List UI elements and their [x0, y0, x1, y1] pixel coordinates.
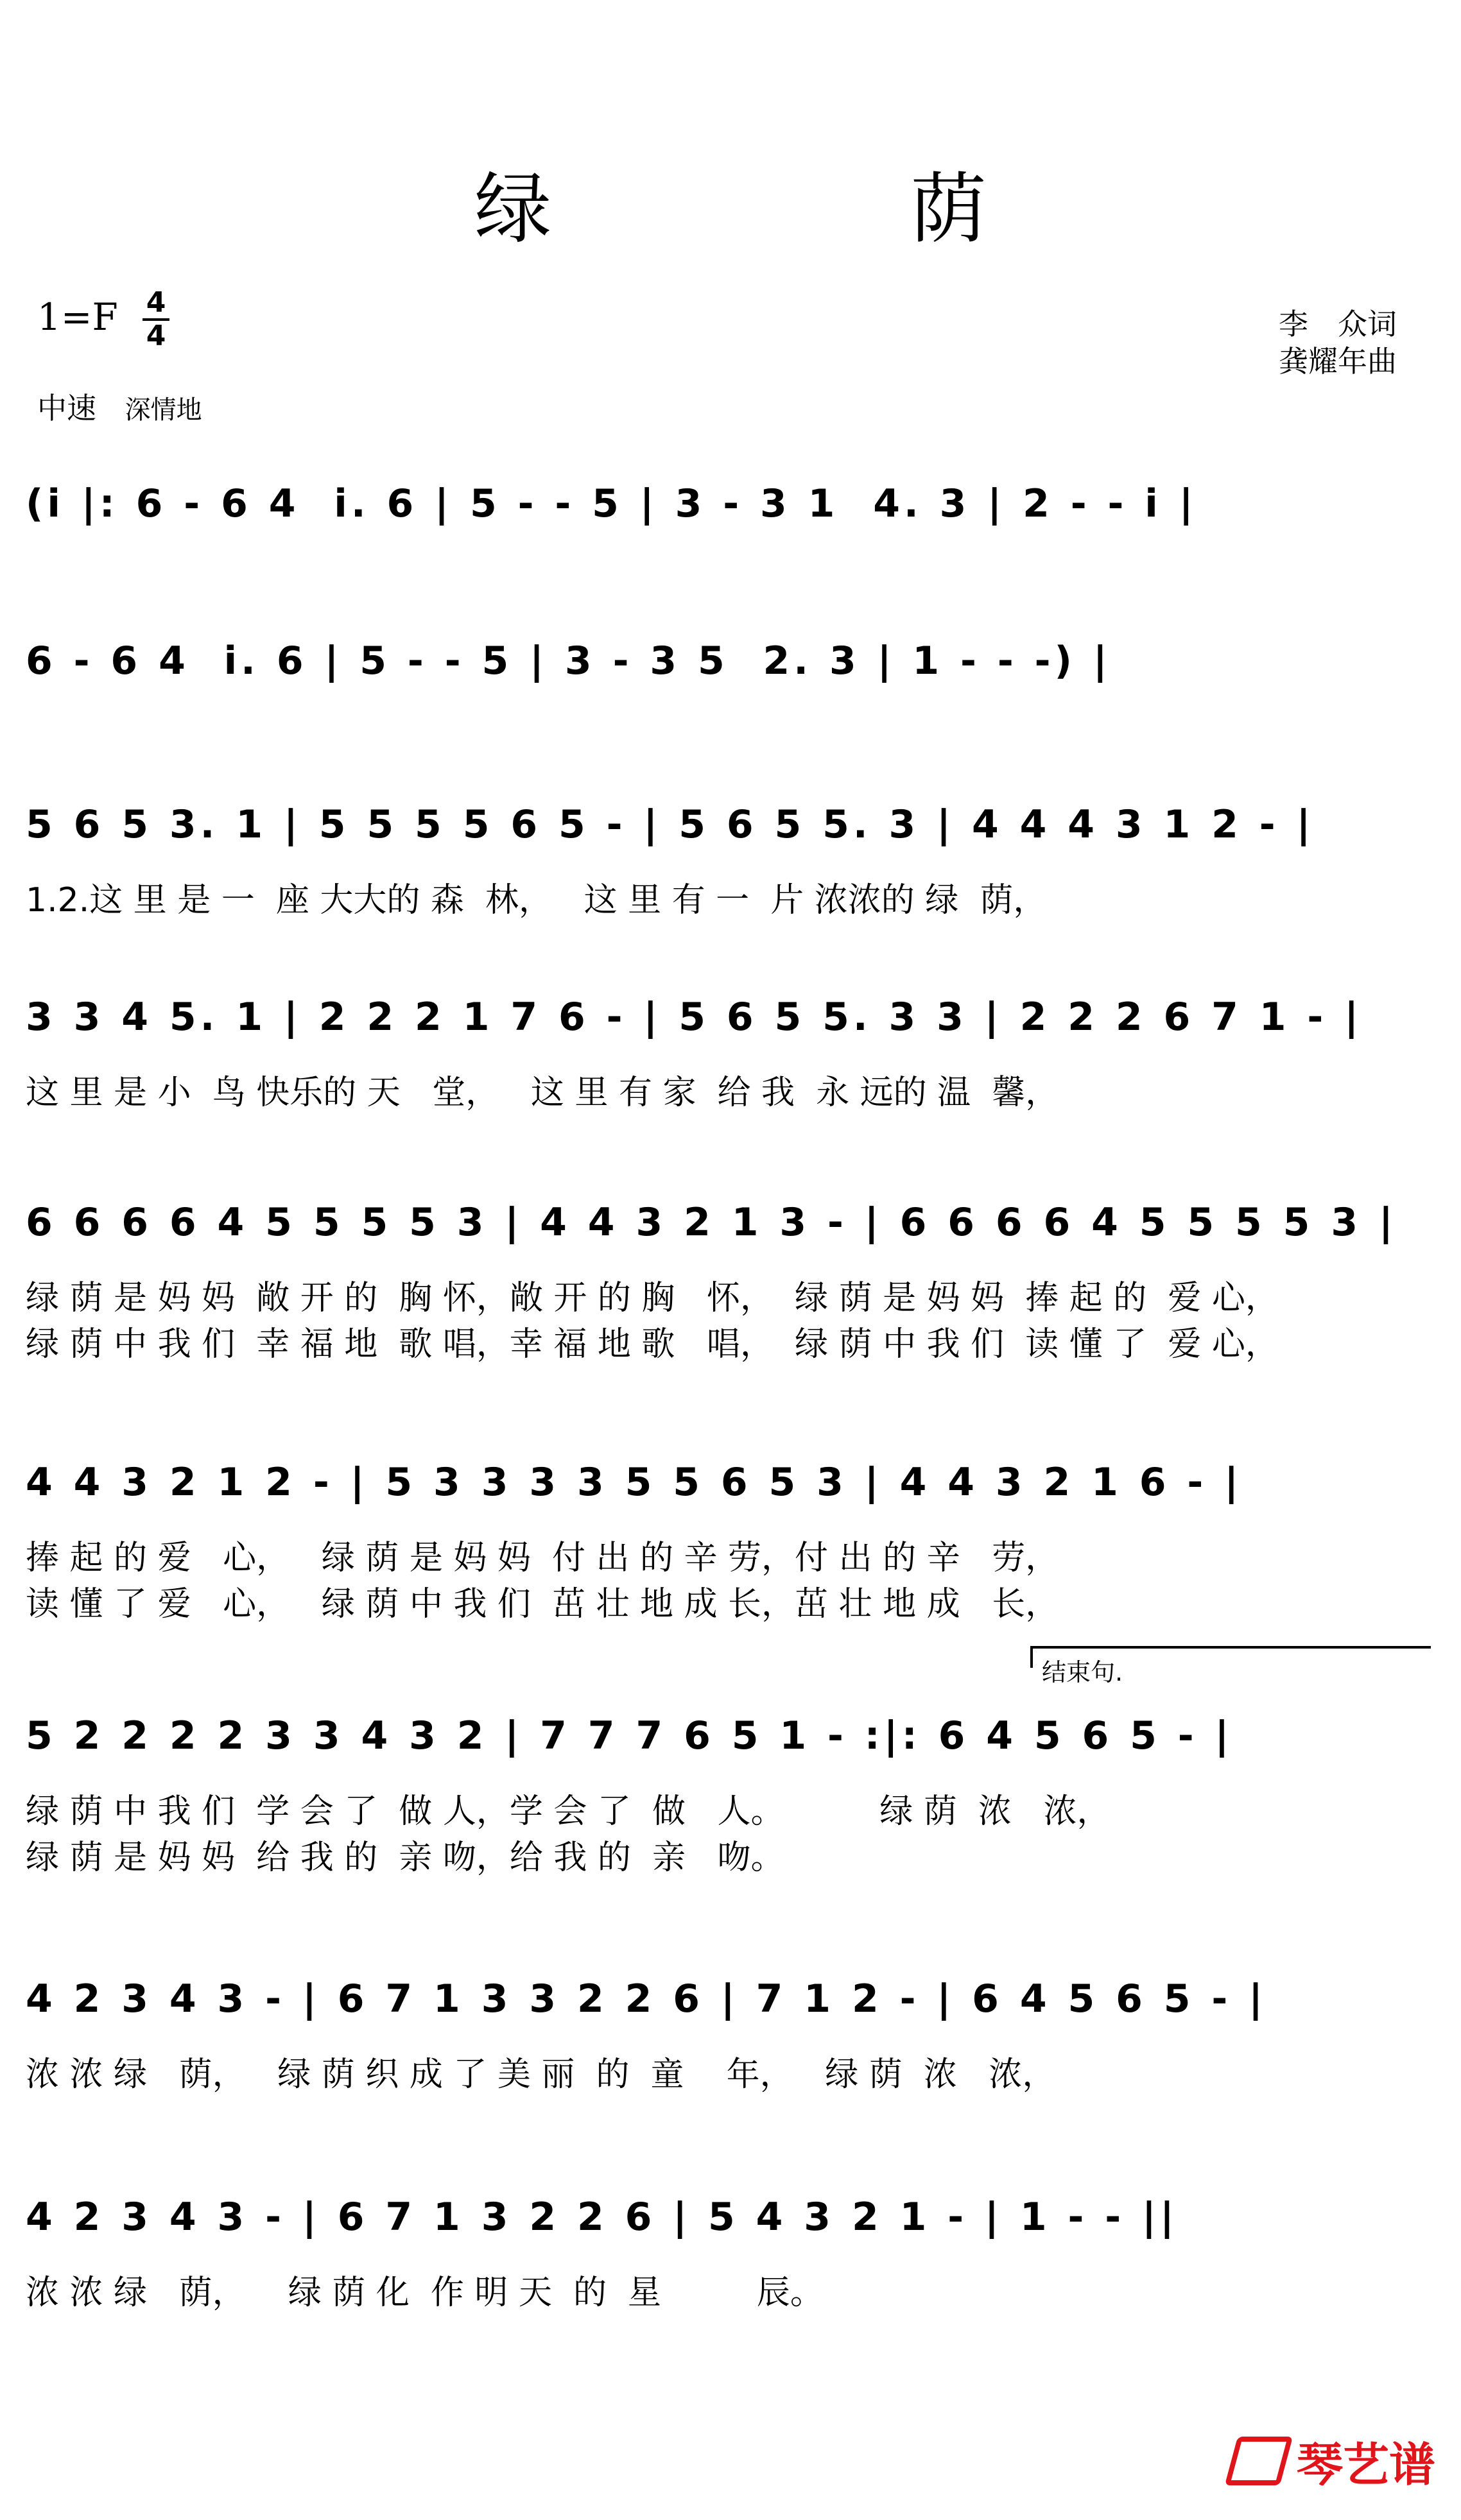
- time-signature: [140, 287, 172, 352]
- time-signature-top: 4: [146, 286, 166, 319]
- notation-line: 4 4 3 2 1 2 - | 5 3 3 3 3 5 5 6 5 3 | 4 4 3 2 1 6 - |: [26, 1460, 1243, 1505]
- key-signature: 1=F: [37, 295, 118, 339]
- lyric-line: 绿 荫 是 妈 妈 给 我 的 亲 吻，给 我 的 亲 吻。: [26, 1839, 784, 1877]
- notation-line: (i̇ |: 6 - 6 4 i̇. 6 | 5 - - 5 | 3 - 3 1 4. 3 | 2 - - i̇ |: [26, 481, 1197, 526]
- credits: [1279, 305, 1397, 380]
- composer: 龚耀年曲: [1279, 344, 1397, 379]
- ending-bracket: [1030, 1646, 1431, 1686]
- notation-line: 4 2 3 4 3 - | 6 7 1 3 2 2 6 | 5 4 3 2 1 - | 1 - - ||: [26, 2195, 1178, 2240]
- logo-mark-icon: [1225, 2437, 1293, 2485]
- notation-line: 6 - 6 4 i̇. 6 | 5 - - 5 | 3 - 3 5 2. 3 | 1 - - -) |: [26, 639, 1111, 683]
- logo: [1231, 2428, 1435, 2494]
- tempo-marking: [37, 385, 202, 427]
- lyric-line: 1.2.这 里 是 一 座 大大的 森 林， 这 里 有 一 片 浓浓的 绿 荫，: [26, 881, 1047, 920]
- expression-text: 深情地: [125, 395, 202, 425]
- lyric-line: 绿 荫 中 我 们 幸 福 地 歌 唱，幸 福 地 歌 唱， 绿 荫 中 我 们 读 懂 了 爱 心，: [26, 1325, 1279, 1364]
- lyric-line: 浓 浓 绿 荫， 绿 荫 化 作 明 天 的 星 辰。: [26, 2274, 824, 2312]
- notation-line: 6 6 6 6 4 5 5 5 5 3 | 4 4 3 2 1 3 - | 6 6 6 6 4 5 5 5 5 3 |: [26, 1200, 1397, 1245]
- lyric-line: 绿 荫 中 我 们 学 会 了 做 人，学 会 了 做 人。 绿 荫 浓 浓，: [26, 1792, 1111, 1831]
- ending-label: 结束句.: [1042, 1658, 1123, 1686]
- notation-line: 3 3 4 5. 1 | 2 2 2 1 7 6 - | 5 6 5 5. 3 3 | 2 2 2 6 7 1 - |: [26, 995, 1363, 1040]
- notation-line: 4 2 3 4 3 - | 6 7 1 3 3 2 2 6 | 7 1 2 - | 6 4 5 6 5 - |: [26, 1976, 1267, 2021]
- notation-line: 5 2 2 2 2 3 3 4 3 2 | 7 7 7 6 5 1 - :|: 6 4 5 6 5 - |: [26, 1713, 1233, 1758]
- lyric-line: 捧 起 的 爱 心， 绿 荫 是 妈 妈 付 出 的 辛 劳，付 出 的 辛 劳，: [26, 1539, 1059, 1577]
- lyric-line: 浓 浓 绿 荫， 绿 荫 织 成 了 美 丽 的 童 年， 绿 荫 浓 浓，: [26, 2055, 1056, 2094]
- lyric-line: 这 里 是 小 鸟 快乐的 天 堂， 这 里 有 家 给 我 永 远的 温 馨，: [26, 1074, 1059, 1112]
- lyricist: 李 众词: [1279, 307, 1397, 341]
- logo-text: 琴艺谱: [1296, 2438, 1435, 2492]
- lyric-line: 绿 荫 是 妈 妈 敞 开 的 胸 怀，敞 开 的 胸 怀， 绿 荫 是 妈 妈 捧 起 的 爱 心，: [26, 1279, 1279, 1317]
- tempo-text: 中速: [37, 391, 96, 425]
- notation-line: 5 6 5 3. 1 | 5 5 5 5 6 5 - | 5 6 5 5. 3 | 4 4 4 3 1 2 - |: [26, 802, 1315, 847]
- lyric-line: 读 懂 了 爱 心， 绿 荫 中 我 们 茁 壮 地 成 长，茁 壮 地 成 长，: [26, 1585, 1059, 1624]
- page-title: 绿 荫: [474, 165, 1154, 254]
- time-signature-bottom: 4: [146, 320, 166, 352]
